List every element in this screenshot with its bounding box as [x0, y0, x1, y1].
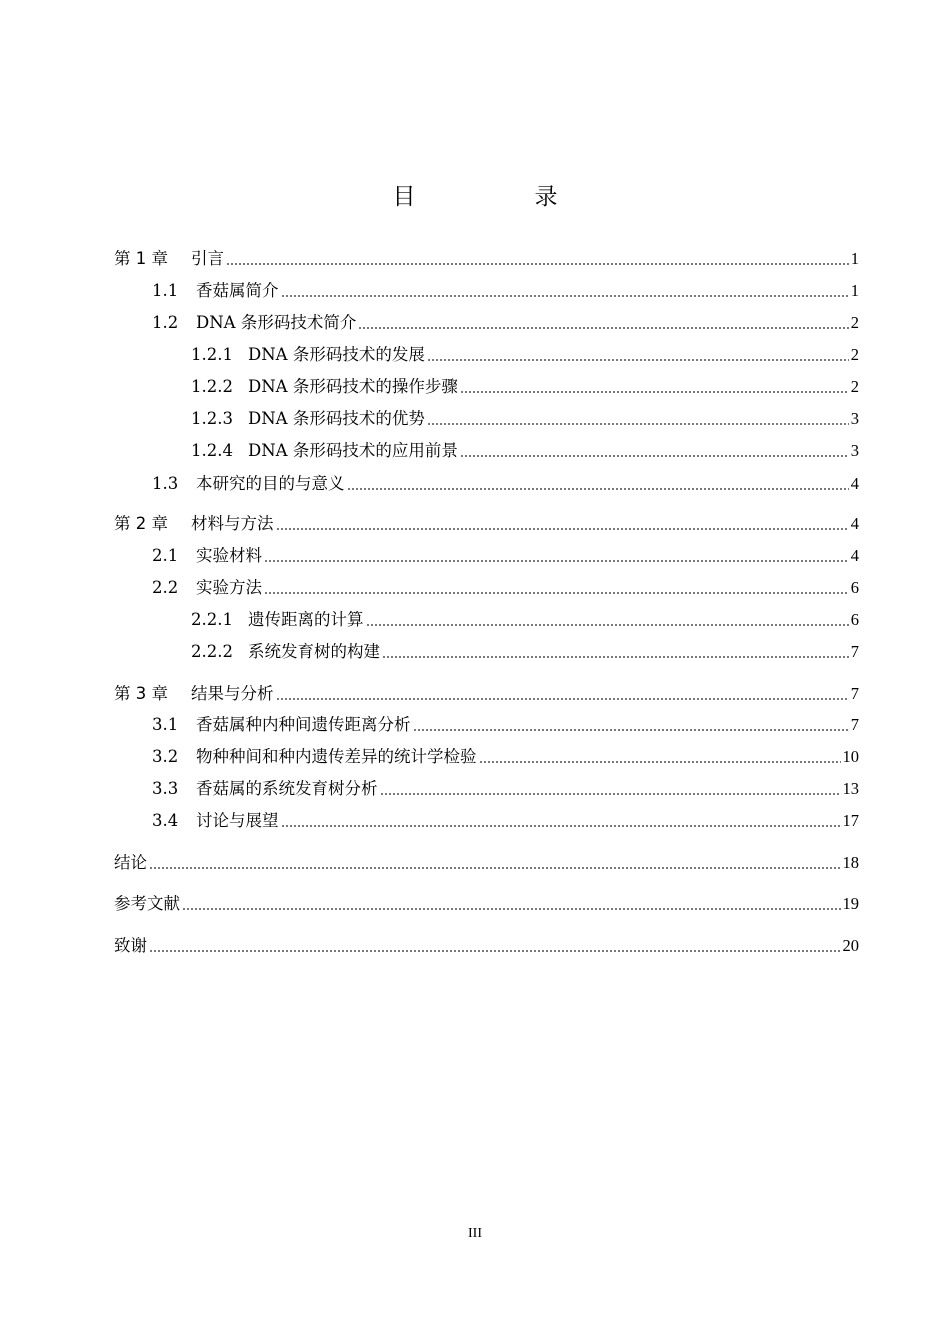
toc-entry-number: 1.1	[152, 281, 179, 300]
toc-entry-number: 2.1	[152, 546, 179, 565]
toc-entry-title: 实验材料	[196, 546, 262, 565]
leader-dots	[460, 391, 849, 393]
toc-entry-page: 7	[850, 642, 859, 661]
leader-dots	[149, 867, 841, 869]
toc-entry-title: 物种种间和种内遗传差异的统计学检验	[196, 747, 477, 766]
toc-entry-page: 2	[850, 313, 859, 332]
leader-dots	[358, 327, 848, 329]
toc-entry-number: 第 2 章	[114, 514, 168, 533]
leader-dots	[380, 793, 841, 795]
toc-entry-number: 1.2	[152, 313, 179, 332]
toc-entry-title: DNA 条形码技术的优势	[248, 409, 425, 428]
toc-entry-title: DNA 条形码技术简介	[196, 313, 357, 332]
toc-entry-number: 第 1 章	[114, 249, 168, 268]
leader-dots	[182, 908, 841, 910]
toc-entry-page: 1	[850, 249, 859, 268]
leader-dots	[264, 592, 849, 594]
toc-entry-number: 1.2.4	[191, 441, 233, 460]
toc-entry[interactable]	[191, 340, 859, 370]
leader-dots	[281, 825, 841, 827]
leader-dots	[276, 698, 849, 700]
toc-entry-title: 实验方法	[196, 578, 262, 597]
toc-entry[interactable]	[114, 848, 859, 878]
toc-entry-number: 3.2	[152, 747, 179, 766]
toc-entry-page: 2	[850, 345, 859, 364]
toc-entry-page: 3	[850, 441, 859, 460]
toc-entry[interactable]	[191, 605, 859, 635]
leader-dots	[226, 263, 849, 265]
toc-entry-title: 香菇属种内种间遗传距离分析	[196, 715, 411, 734]
toc-entry-page: 18	[842, 853, 859, 872]
toc-entry-title: 遗传距离的计算	[248, 610, 364, 629]
toc-entry-page: 3	[850, 409, 859, 428]
toc-entry-title: DNA 条形码技术的应用前景	[248, 441, 458, 460]
toc-entry[interactable]	[152, 469, 859, 499]
toc-entry-number: 1.2.3	[191, 409, 233, 428]
toc-entry-page: 6	[850, 578, 859, 597]
toc-entry-number: 2.2.1	[191, 610, 233, 629]
page-number: III	[468, 1226, 482, 1241]
toc-entry-number: 2.2.2	[191, 642, 233, 661]
toc-entry-title: 系统发育树的构建	[248, 642, 380, 661]
toc-entry-number: 1.2.2	[191, 377, 233, 396]
toc-entry[interactable]	[152, 742, 859, 772]
leader-dots	[427, 423, 849, 425]
toc-entry-page: 7	[850, 684, 859, 703]
page-title: 目 录	[392, 184, 606, 210]
toc-entry[interactable]	[152, 276, 859, 306]
toc-entry[interactable]	[191, 404, 859, 434]
leader-dots	[460, 455, 849, 457]
toc-entry[interactable]	[152, 710, 859, 740]
toc-entry[interactable]	[152, 806, 859, 836]
toc-entry-title: 结论	[114, 853, 147, 872]
toc-entry[interactable]	[114, 244, 859, 274]
leader-dots	[382, 656, 849, 658]
toc-entry[interactable]	[152, 774, 859, 804]
leader-dots	[427, 359, 849, 361]
toc-entry-title: 香菇属简介	[196, 281, 279, 300]
toc-entry-number: 3.3	[152, 779, 179, 798]
toc-entry-number: 1.3	[152, 474, 179, 493]
toc-entry-page: 2	[850, 377, 859, 396]
toc-entry-page: 7	[850, 715, 859, 734]
toc-entry[interactable]	[152, 573, 859, 603]
toc-entry-page: 6	[850, 610, 859, 629]
toc-entry[interactable]	[191, 637, 859, 667]
toc-entry[interactable]	[114, 679, 859, 709]
leader-dots	[347, 488, 849, 490]
toc-entry-number: 第 3 章	[114, 684, 168, 703]
toc-entry-number: 3.4	[152, 811, 179, 830]
toc-entry-page: 19	[842, 894, 859, 913]
toc-entry[interactable]	[152, 308, 859, 338]
toc-entry-title: 参考文献	[114, 894, 180, 913]
toc-entry-page: 10	[842, 747, 859, 766]
toc-entry-page: 20	[842, 936, 859, 955]
toc-entry[interactable]	[152, 541, 859, 571]
toc-entry-page: 4	[850, 546, 859, 565]
toc-entry-title: 致谢	[114, 936, 147, 955]
leader-dots	[264, 560, 849, 562]
toc-entry-title: 香菇属的系统发育树分析	[196, 779, 378, 798]
toc-entry-title: 讨论与展望	[196, 811, 279, 830]
leader-dots	[149, 950, 841, 952]
toc-entry-page: 4	[850, 474, 859, 493]
leader-dots	[366, 624, 849, 626]
toc-entry-title: DNA 条形码技术的操作步骤	[248, 377, 458, 396]
toc-entry[interactable]	[114, 889, 859, 919]
leader-dots	[281, 295, 849, 297]
toc-entry-page: 17	[842, 811, 859, 830]
toc-entry-number: 2.2	[152, 578, 179, 597]
toc-entry-title: 结果与分析	[191, 684, 274, 703]
toc-entry[interactable]	[114, 509, 859, 539]
toc-entry-title: DNA 条形码技术的发展	[248, 345, 425, 364]
toc-entry[interactable]	[191, 436, 859, 466]
toc-entry[interactable]	[114, 931, 859, 961]
toc-entry[interactable]	[191, 372, 859, 402]
toc-entry-title: 本研究的目的与意义	[196, 474, 345, 493]
leader-dots	[479, 761, 841, 763]
toc-entry-page: 1	[850, 281, 859, 300]
leader-dots	[413, 729, 849, 731]
toc-entry-page: 4	[850, 514, 859, 533]
toc-entry-number: 1.2.1	[191, 345, 233, 364]
toc-entry-title: 材料与方法	[191, 514, 274, 533]
toc-entry-number: 3.1	[152, 715, 179, 734]
toc-entry-title: 引言	[191, 249, 224, 268]
leader-dots	[276, 528, 849, 530]
toc-entry-page: 13	[842, 779, 859, 798]
